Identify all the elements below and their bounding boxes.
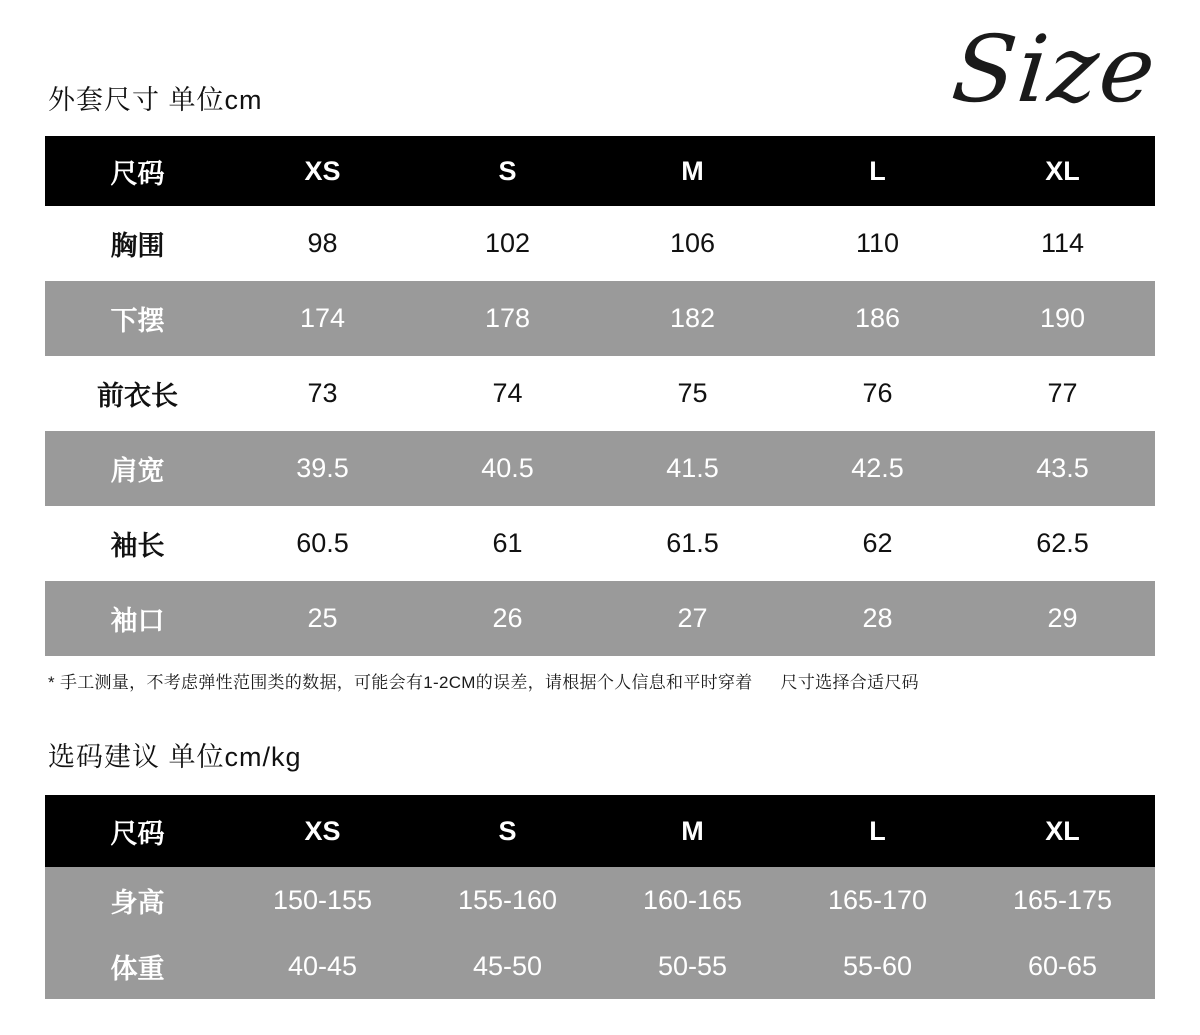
cell-value: 62.5	[970, 506, 1155, 581]
column-header-l: L	[785, 795, 970, 867]
cell-value: 60.5	[230, 506, 415, 581]
cell-value: 41.5	[600, 431, 785, 506]
cell-value: 77	[970, 356, 1155, 431]
row-label: 胸围	[45, 206, 230, 281]
cell-value: 165-175	[970, 867, 1155, 933]
size-wordmark: Size	[947, 16, 1162, 123]
cell-value: 42.5	[785, 431, 970, 506]
column-header-l: L	[785, 136, 970, 206]
column-header-xs: XS	[230, 795, 415, 867]
cell-value: 106	[600, 206, 785, 281]
column-header-xl: XL	[970, 136, 1155, 206]
cell-value: 43.5	[970, 431, 1155, 506]
row-label: 袖长	[45, 506, 230, 581]
cell-value: 55-60	[785, 933, 970, 999]
cell-value: 27	[600, 581, 785, 656]
column-header-xl: XL	[970, 795, 1155, 867]
cell-value: 114	[970, 206, 1155, 281]
cell-value: 73	[230, 356, 415, 431]
table-row	[45, 281, 1155, 356]
row-label: 肩宽	[45, 431, 230, 506]
cell-value: 165-170	[785, 867, 970, 933]
cell-value: 190	[970, 281, 1155, 356]
table-row	[45, 933, 1155, 999]
column-header-size: 尺码	[45, 795, 230, 867]
row-label: 体重	[45, 933, 230, 999]
measurement-footnote	[48, 668, 919, 693]
table-row	[45, 356, 1155, 431]
cell-value: 98	[230, 206, 415, 281]
column-header-s: S	[415, 795, 600, 867]
column-header-m: M	[600, 795, 785, 867]
row-label: 身高	[45, 867, 230, 933]
cell-value: 174	[230, 281, 415, 356]
table-row	[45, 506, 1155, 581]
cell-value: 50-55	[600, 933, 785, 999]
cell-value: 102	[415, 206, 600, 281]
cell-value: 28	[785, 581, 970, 656]
cell-value: 61.5	[600, 506, 785, 581]
cell-value: 160-165	[600, 867, 785, 933]
cell-value: 39.5	[230, 431, 415, 506]
column-header-xs: XS	[230, 136, 415, 206]
size-advice-table	[45, 795, 1155, 999]
table-header-row	[45, 136, 1155, 206]
cell-value: 150-155	[230, 867, 415, 933]
cell-value: 182	[600, 281, 785, 356]
cell-value: 74	[415, 356, 600, 431]
cell-value: 75	[600, 356, 785, 431]
cell-value: 76	[785, 356, 970, 431]
row-label: 前衣长	[45, 356, 230, 431]
jacket-size-table	[45, 136, 1155, 656]
cell-value: 45-50	[415, 933, 600, 999]
cell-value: 60-65	[970, 933, 1155, 999]
table-row	[45, 431, 1155, 506]
cell-value: 186	[785, 281, 970, 356]
cell-value: 26	[415, 581, 600, 656]
column-header-size: 尺码	[45, 136, 230, 206]
footnote-main-text: * 手工测量，不考虑弹性范围类的数据，可能会有1-2CM的误差，请根据个人信息和平时穿着	[48, 673, 753, 692]
cell-value: 178	[415, 281, 600, 356]
cell-value: 29	[970, 581, 1155, 656]
jacket-section-title: 外套尺寸 单位cm	[48, 85, 263, 115]
row-label: 袖口	[45, 581, 230, 656]
table-row	[45, 581, 1155, 656]
column-header-m: M	[600, 136, 785, 206]
cell-value: 62	[785, 506, 970, 581]
cell-value: 40.5	[415, 431, 600, 506]
row-label: 下摆	[45, 281, 230, 356]
column-header-s: S	[415, 136, 600, 206]
footnote-tail-text: 尺寸选择合适尺码	[780, 673, 919, 692]
table-header-row	[45, 795, 1155, 867]
cell-value: 25	[230, 581, 415, 656]
cell-value: 110	[785, 206, 970, 281]
advice-section-title: 选码建议 单位cm/kg	[48, 742, 302, 772]
cell-value: 61	[415, 506, 600, 581]
cell-value: 40-45	[230, 933, 415, 999]
table-row	[45, 867, 1155, 933]
cell-value: 155-160	[415, 867, 600, 933]
table-row	[45, 206, 1155, 281]
